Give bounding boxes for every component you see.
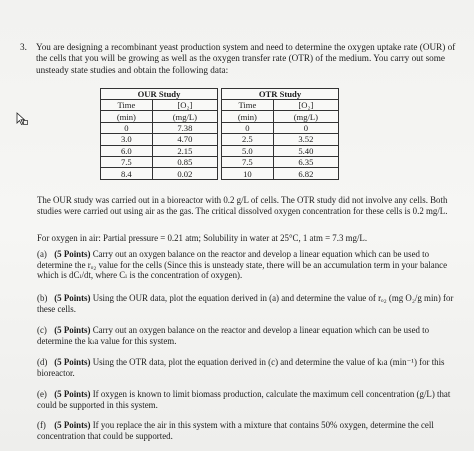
part-points: (5 Points) bbox=[54, 293, 91, 303]
part-label: (c) bbox=[37, 325, 47, 335]
table-cell: 5.0 bbox=[222, 145, 274, 156]
table-cell: 3.0 bbox=[101, 134, 153, 145]
table-cell: 6.0 bbox=[101, 145, 153, 156]
table-cell: 10 bbox=[222, 168, 274, 179]
table-row bbox=[101, 145, 218, 156]
table-row bbox=[101, 168, 218, 179]
part-label: (e) bbox=[37, 389, 47, 399]
question-number: 3. bbox=[20, 42, 27, 52]
part-text: Carry out an oxygen balance on the reactor and develop a linear equation which can be used to determine the kₗa value for this system. bbox=[37, 325, 430, 346]
part-label: (a) bbox=[37, 249, 47, 259]
table-cell: 0.02 bbox=[152, 168, 217, 179]
part-b bbox=[37, 293, 463, 314]
part-points: (5 Points) bbox=[54, 357, 91, 367]
air-info-paragraph: For oxygen in air: Partial pressure = 0.21 atm; Solubility in water at 25°C, 1 atm = 7.3 mg/L. bbox=[37, 233, 368, 243]
table-cell: 0.85 bbox=[152, 156, 217, 167]
table-row bbox=[222, 134, 339, 145]
table-row bbox=[101, 134, 218, 145]
table-cell: 6.82 bbox=[273, 168, 338, 179]
part-label: (f) bbox=[37, 420, 46, 430]
part-d bbox=[37, 357, 463, 378]
table-cell: 7.5 bbox=[222, 156, 274, 167]
part-label: (d) bbox=[37, 357, 48, 367]
table-cell: 0 bbox=[273, 122, 338, 133]
table-row bbox=[222, 145, 339, 156]
table-cell: 2.15 bbox=[152, 145, 217, 156]
table-row bbox=[222, 122, 339, 133]
table-row bbox=[101, 122, 218, 133]
column-header: [O₂] bbox=[273, 100, 338, 111]
part-text: Using the OTR data, plot the equation derived in (c) and determine the value of kₗa (min⁻¹) for this bioreactor. bbox=[37, 357, 445, 378]
otr-study-table bbox=[221, 88, 339, 180]
table-cell: 0 bbox=[222, 122, 274, 133]
table-cell: 5.40 bbox=[273, 145, 338, 156]
table-cell: 3.52 bbox=[273, 134, 338, 145]
mouse-pointer-icon bbox=[15, 112, 29, 126]
table-title: OTR Study bbox=[222, 89, 339, 100]
part-points: (5 Points) bbox=[54, 420, 91, 430]
part-text: If oxygen is known to limit biomass production, calculate the maximum cell concentration (g/L) that could be supported in this system. bbox=[37, 389, 451, 410]
table-cell: 8.4 bbox=[101, 168, 153, 179]
part-c bbox=[37, 325, 463, 346]
table-cell: 4.70 bbox=[152, 134, 217, 145]
column-unit: (mg/L) bbox=[152, 111, 217, 122]
column-unit: (mg/L) bbox=[273, 111, 338, 122]
table-row bbox=[101, 156, 218, 167]
column-unit: (min) bbox=[222, 111, 274, 122]
part-points: (5 Points) bbox=[54, 249, 91, 259]
part-a bbox=[37, 249, 463, 281]
table-cell: 6.35 bbox=[273, 156, 338, 167]
table-row bbox=[222, 156, 339, 167]
part-e bbox=[37, 389, 463, 410]
part-text: Carry out an oxygen balance on the reactor and develop a linear equation which can be used to determine the rₒ₂ value for the cells (Since this is unsteady state, there will be an accumulation term in your balance which is dCₗ/dt, where Cₗ is the concentration of oxygen). bbox=[37, 249, 448, 281]
part-points: (5 Points) bbox=[54, 389, 91, 399]
question-intro: You are designing a recombinant yeast production system and need to determine the oxygen uptake rate (OUR) of the cells that you will be growing as well as the oxygen transfer rate (OTR) of the medium. You carry out some unsteady state studies and obtain the following data: bbox=[36, 42, 456, 75]
table-cell: 7.38 bbox=[152, 122, 217, 133]
part-points: (5 Points) bbox=[54, 325, 91, 335]
table-row bbox=[222, 168, 339, 179]
context-paragraph: The OUR study was carried out in a bioreactor with 0.2 g/L of cells. The OTR study did not involve any cells. Both studies were carried out using air as the gas. The critical dissolved oxygen concentration for these cells is 0.2 mg/L. bbox=[37, 195, 448, 216]
part-f bbox=[37, 420, 463, 441]
table-cell: 0 bbox=[101, 122, 153, 133]
column-header: [O₂] bbox=[152, 100, 217, 111]
part-label: (b) bbox=[37, 293, 48, 303]
table-cell: 7.5 bbox=[101, 156, 153, 167]
column-header: Time bbox=[222, 100, 274, 111]
column-header: Time bbox=[101, 100, 153, 111]
our-study-table bbox=[100, 88, 218, 180]
part-text: If you replace the air in this system with a mixture that contains 50% oxygen, determine the cell concentration that could be supported. bbox=[37, 420, 434, 441]
part-text: Using the OUR data, plot the equation derived in (a) and determine the value of rₒ₂ (mg O₂/g min) for these cells. bbox=[37, 293, 454, 314]
table-title: OUR Study bbox=[101, 89, 218, 100]
column-unit: (min) bbox=[101, 111, 153, 122]
table-cell: 2.5 bbox=[222, 134, 274, 145]
